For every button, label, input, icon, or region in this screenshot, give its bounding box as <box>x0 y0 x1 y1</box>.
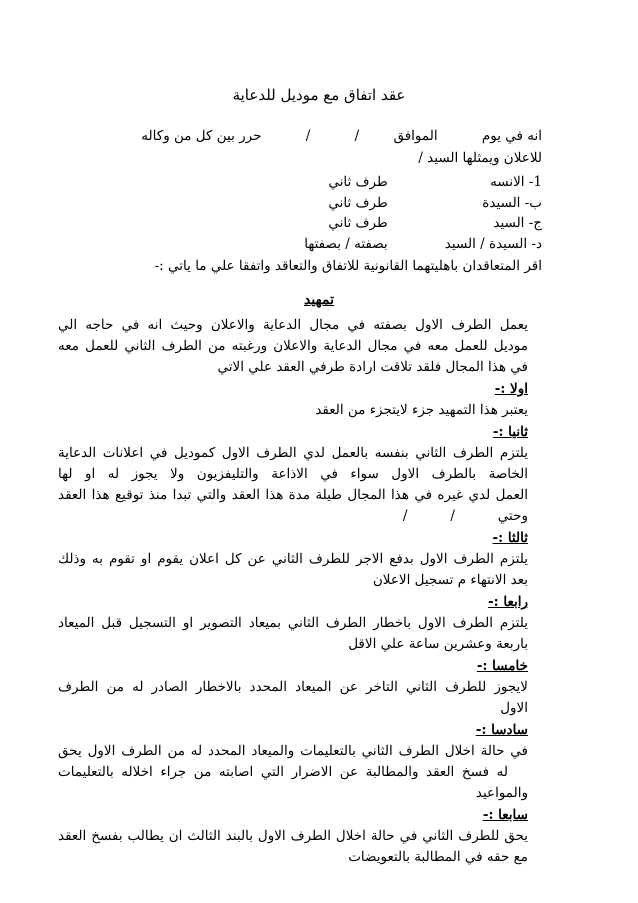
intro-prefix: انه في يوم <box>481 128 542 144</box>
clause-line: العمل لدي غيره في هذا المجال طيلة مدة هذا العقد والتي تبدا منذ توقيع هذا العقد <box>58 487 528 503</box>
party-role: طرف ثاني <box>328 215 388 231</box>
clause-line: يعتبر هذا التمهيد جزء لايتجزء من العقد <box>315 402 528 418</box>
party-row <box>92 215 542 231</box>
clause-line: يلتزم الطرف الثاني بنفسه بالعمل لدي الطرف الاول كموديل في اعلانات الدعاية <box>58 445 528 461</box>
clause-heading: ثانيا :- <box>492 424 528 440</box>
intro-line <box>92 128 542 144</box>
party-label: ج- السيد <box>493 215 542 231</box>
clause-line: يحق للطرف الثاني في حالة اخلال الطرف الاول بالبند الثالث ان يطالب بفسخ العقد <box>58 828 528 844</box>
clause-heading: سابعا :- <box>482 807 528 823</box>
intro-date-slash-2: / <box>305 128 311 144</box>
party-row <box>92 174 542 190</box>
clause-line: الاول <box>500 700 528 716</box>
intro-suffix: حرر بين كل من وكاله <box>141 128 262 144</box>
clause-line: له فسخ العقد والمطالبة عن الاضرار التي اصابته من جراء اخلاله بالتعليمات <box>58 764 508 780</box>
clause-line: مع حقه في المطالبة بالتعويضات <box>348 849 528 865</box>
clause-line: والمواعيد <box>475 785 528 801</box>
clause-line: باربعة وعشرين ساعة علي الاقل <box>348 636 528 652</box>
party-label: 1- الانسه <box>490 174 542 190</box>
clause-line: الخاصة بالطرف الاول سواء في الاذاعة والتليفزيون ولا يجوز له او لها <box>58 466 528 482</box>
preamble-line: يعمل الطرف الاول بصفته في مجال الدعاية والاعلان وحيث انه في حاجه الي <box>58 317 528 333</box>
preamble-line: موديل للعمل معه في مجال الدعاية والاعلان ورغبته من الطرف الثاني للعمل معه <box>58 338 528 354</box>
preamble-line: في هذا المجال فلقد تلاقت ارادة طرفي العقد علي الاتي <box>217 359 528 375</box>
clause-line: يلتزم الطرف الاول باخطار الطرف الثاني بميعاد التصوير او التسجيل قبل الميعاد <box>58 615 528 631</box>
clause-line: وحتي / / <box>402 508 528 524</box>
clause-line: بعد الانتهاء م تسجيل الاعلان <box>372 572 528 588</box>
clause-line: يلتزم الطرف الاول بدفع الاجر للطرف الثاني عن كل اعلان يقوم او تقوم به وذلك <box>58 551 528 567</box>
clause-heading: سادسا :- <box>475 722 528 738</box>
party-role: بصفته / بصفتها <box>304 236 388 252</box>
party-row <box>92 236 542 252</box>
clause-line: في حالة اخلال الطرف الثاني بالتعليمات والميعاد المحدد له من الطرف الاول يحق <box>58 743 528 759</box>
document-title: عقد اتفاق مع موديل للدعاية <box>232 86 406 104</box>
clause-heading: اولا :- <box>494 381 528 397</box>
clause-heading: خامسا :- <box>476 658 528 674</box>
party-role: طرف ثاني <box>328 174 388 190</box>
agency-line: للاعلان ويمثلها السيد / <box>418 150 542 166</box>
agreement-line: اقر المتعاقدان باهليتهما القانونية للاتفاق والتعاقد واتفقا علي ما ياتي :- <box>154 258 542 274</box>
party-label: د- السيدة / السيد <box>444 236 542 252</box>
party-role: طرف ثاني <box>328 195 388 211</box>
intro-date-slash-1: / <box>354 128 360 144</box>
clause-line: لايجوز للطرف الثاني التاخر عن الميعاد المحدد بالاخطار الصادر له من الطرف <box>58 679 528 695</box>
intro-day-label: الموافق <box>393 128 438 144</box>
party-row <box>92 195 542 211</box>
clause-heading: رابعا :- <box>488 594 528 610</box>
clause-heading: ثالثا :- <box>492 530 528 546</box>
preamble-heading: تمهيد <box>303 292 335 308</box>
party-label: ب- السيدة <box>482 195 542 211</box>
